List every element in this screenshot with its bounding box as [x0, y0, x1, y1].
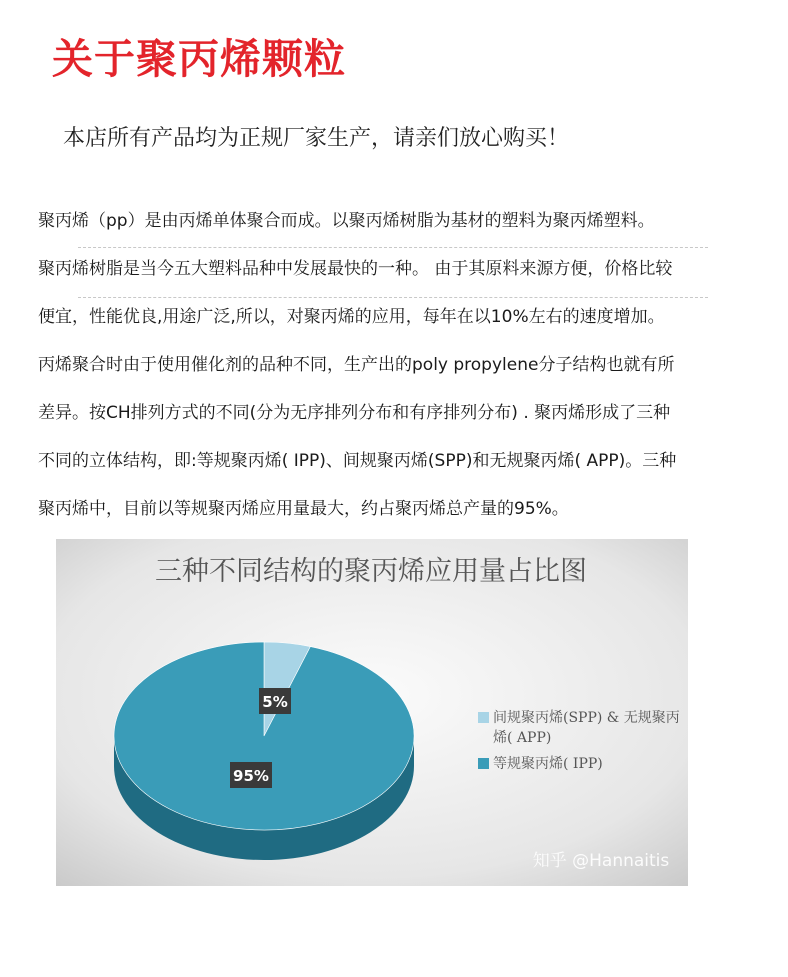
legend-label: 烯( APP) — [493, 730, 552, 746]
paragraph-line: 聚丙烯中，目前以等规聚丙烯应用量最大，约占聚丙烯总产量的95%。 — [38, 499, 569, 519]
paragraph-line: 便宜，性能优良,用途广泛,所以，对聚丙烯的应用，每年在以10%左右的速度增加。 — [38, 307, 665, 327]
description-paragraph — [38, 197, 758, 533]
paragraph-line: 聚丙烯树脂是当今五大塑料品种中发展最快的一种。 由于其原料来源方便，价格比较 — [38, 259, 673, 279]
paragraph-line: 不同的立体结构，即:等规聚丙烯( IPP)、间规聚丙烯(SPP)和无规聚丙烯( APP)。三种 — [38, 451, 677, 471]
paragraph-line: 差异。按CH排列方式的不同(分为无序排列分布和有序排列分布) . 聚丙烯形成了三种 — [38, 403, 671, 423]
legend-label: 间规聚丙烯(SPP) & 无规聚丙 — [493, 710, 680, 726]
legend-label: 等规聚丙烯( IPP) — [493, 756, 603, 772]
legend-swatch — [478, 712, 489, 723]
pie-slice — [114, 642, 414, 830]
paragraph-line: 聚丙烯（pp）是由丙烯单体聚合而成。以聚丙烯树脂为基材的塑料为聚丙烯塑料。 — [38, 211, 655, 231]
pie-chart — [56, 539, 688, 886]
chart-title: 三种不同结构的聚丙烯应用量占比图 — [155, 556, 587, 587]
page-title: 关于聚丙烯颗粒 — [52, 35, 346, 83]
paragraph-line: 丙烯聚合时由于使用催化剂的品种不同，生产出的poly propylene分子结构也就有所 — [38, 355, 675, 375]
pie-chart-image — [56, 539, 688, 886]
data-label: 95% — [233, 767, 269, 785]
data-label: 5% — [262, 693, 288, 711]
store-notice: 本店所有产品均为正规厂家生产，请亲们放心购买！ — [63, 126, 570, 151]
legend-swatch — [478, 758, 489, 769]
watermark-text: 知乎 @Hannaitis — [532, 851, 670, 871]
